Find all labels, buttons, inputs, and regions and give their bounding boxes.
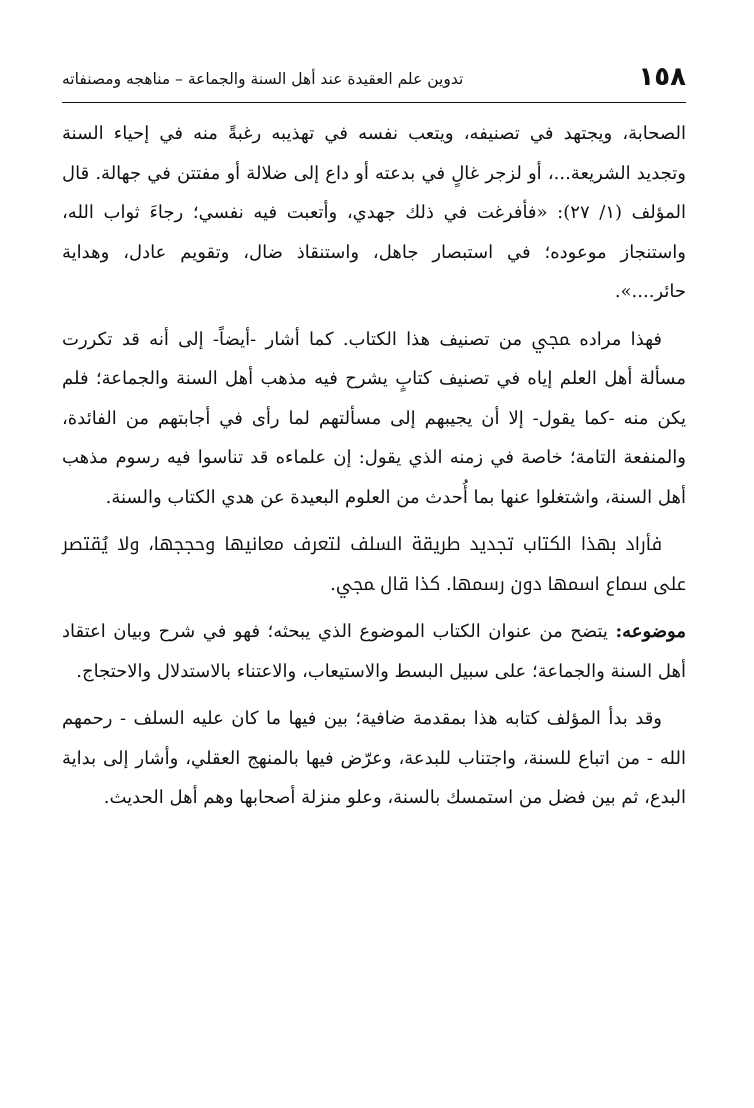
paragraph-5-text: وقد بدأ المؤلف كتابه هذا بمقدمة ضافية؛ بين فيها ما كان عليه السلف - رحمهم الله - من اتباع للسنة، واجتناب للبدعة، وعرّض فيها بالمنهج العقلي، وأشار إلى بداية البدع، ثم بين فضل من استمسك بالسنة، وعلو منزلة أصحابها وهم أهل الحديث. [62,708,686,808]
paragraph-3-text: فأراد بهذا الكتاب تجديد طريقة السلف لتعرف معانيها وحججها، ولا يُقتصر على سماع اسمها دون رسمها. كذا قال ﷀ. [62,534,686,595]
paragraph-4-text: يتضح من عنوان الكتاب الموضوع الذي يبحثه؛ فهو في شرح وبيان اعتقاد أهل السنة والجماعة؛ على سبيل البسط والاستيعاب، والاعتناء بالاستدلال والاحتجاج. [62,621,686,682]
paragraph-3 [62,525,686,604]
paragraph-1-text: الصحابة، ويجتهد في تصنيفه، ويتعب نفسه في تهذيبه رغبةً منه في إحياء السنة وتجديد الشريعة...، أو لزجر غالٍ في بدعته أو داع إلى ضلالة أو مفتتن في جهالة. قال المؤلف (١/ ٢٧): «فأفرغت في ذلك جهدي، وأتعبت فيه نفسي؛ رجاءَ ثواب الله، واستنجاز موعوده؛ في استبصار جاهل، واستنقاذ ضال، وتقويم عادل، وهداية حائر....». [62,123,686,302]
page-header [62,60,686,100]
page-number: ١٥٨ [638,62,686,92]
paragraph-1 [62,114,686,312]
section-lead-subject: موضوعه: [615,621,686,642]
paragraph-2 [62,320,686,518]
paragraph-5 [62,699,686,818]
paragraph-2-text: فهذا مراده ﷀ من تصنيف هذا الكتاب. كما أشار -أيضاً- إلى أنه قد تكررت مسألة أهل العلم إياه في تصنيف كتابٍ يشرح فيه مذهب أهل السنة والجماعة؛ فلم يكن منه -كما يقول- إلا أن يجيبهم إلى مسألتهم لما رأى في أجابتهم من الفائدة، والمنفعة التامة؛ خاصة في زمنه الذي يقول: إن علماءه قد تناسوا فيه رسوم مذهب أهل السنة، واشتغلوا عنها بما أُحدث من العلوم البعيدة عن هدي الكتاب والسنة. [62,328,686,508]
body-text [62,114,686,818]
running-title: تدوين علم العقيدة عند أهل السنة والجماعة – مناهجه ومصنفاته [62,70,464,88]
header-divider [62,102,686,103]
paragraph-4 [62,612,686,691]
